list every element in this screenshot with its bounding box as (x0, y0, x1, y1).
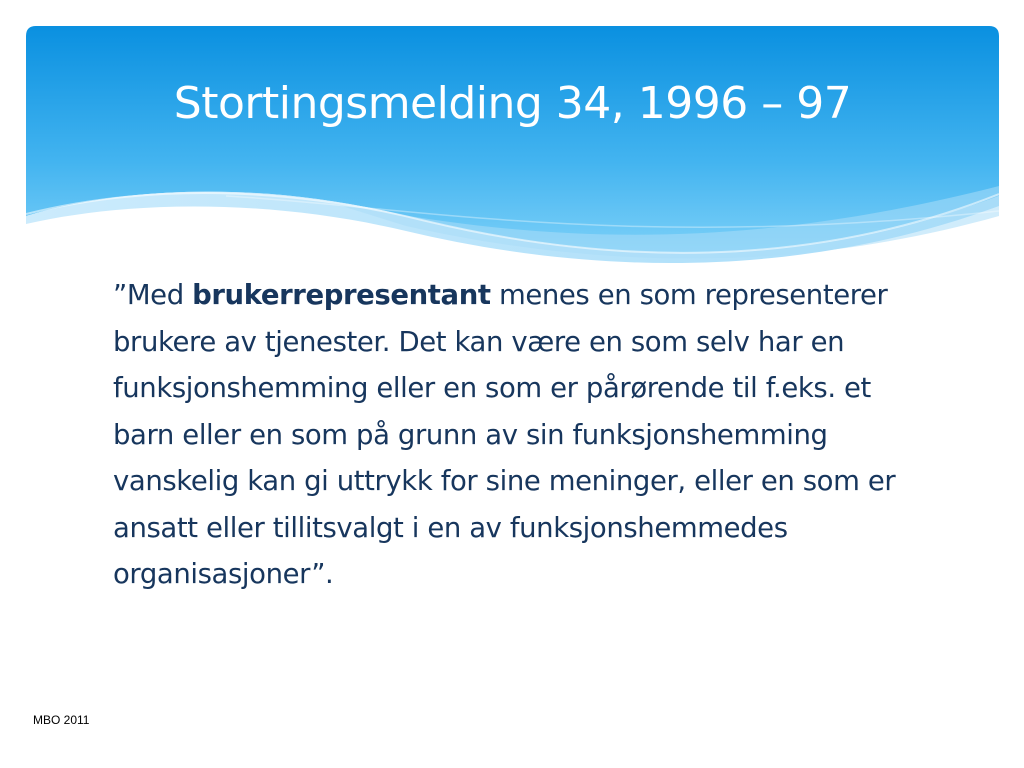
footer-text: MBO 2011 (33, 713, 90, 727)
quote-rest: menes en som representerer brukere av tjenester. Det kan være en som selv har en funksjonshemming eller en som er pårørende til f.eks. et barn eller en som på grunn av sin funksjonshemming vanskelig kan gi uttrykk for sine meninger, eller en som er ansatt eller tillitsvalgt i en av funksjonshemmedes organisasjoner”. (113, 279, 896, 590)
quote-emphasis: brukerrepresentant (192, 279, 491, 311)
header-banner (26, 26, 999, 276)
quote-prefix: ”Med (113, 279, 193, 311)
slide-title: Stortingsmelding 34, 1996 – 97 (173, 78, 852, 129)
wave-decoration (26, 26, 999, 276)
quote-paragraph (113, 272, 913, 598)
